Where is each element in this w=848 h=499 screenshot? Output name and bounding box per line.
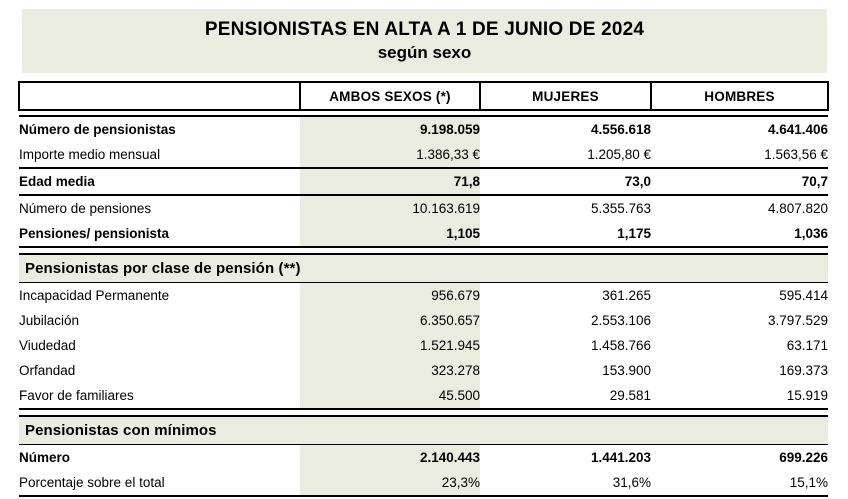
row-label: Porcentaje sobre el total <box>19 475 165 490</box>
cell-ambos: 2.140.443 <box>300 445 480 470</box>
cell-hombres: 4.641.406 <box>767 122 828 137</box>
rule-table-bottom <box>19 496 828 497</box>
table-header-row <box>19 82 828 110</box>
cell-ambos: 71,8 <box>300 169 480 195</box>
cell-ambos: 10.163.619 <box>300 196 480 221</box>
section-title: Pensionistas con mínimos <box>19 417 828 445</box>
cell-ambos: 1.521.945 <box>300 333 480 358</box>
table-row <box>19 142 828 168</box>
column-header-hombres: HOMBRES <box>651 82 828 110</box>
cell-hombres: 70,7 <box>801 174 828 189</box>
cell-ambos: 6.350.657 <box>300 308 480 333</box>
table-row <box>19 117 828 142</box>
row-label: Orfandad <box>19 363 76 378</box>
cell-ambos: 1,105 <box>300 221 480 247</box>
section-header-clase-de-pension <box>19 255 828 283</box>
row-label: Número de pensiones <box>19 201 152 216</box>
table-row <box>19 470 828 496</box>
cell-mujeres: 1.205,80 € <box>587 147 651 162</box>
section-title: Pensionistas por clase de pensión (**) <box>19 255 828 283</box>
cell-hombres: 15,1% <box>789 475 828 490</box>
cell-mujeres: 73,0 <box>624 174 651 189</box>
page-title: PENSIONISTAS EN ALTA A 1 DE JUNIO DE 2024 <box>204 18 645 40</box>
table-row <box>19 221 828 247</box>
row-label: Jubilación <box>19 313 80 328</box>
row-label: Edad media <box>19 174 95 189</box>
cell-hombres: 699.226 <box>779 450 828 465</box>
table-row <box>19 445 828 470</box>
row-label: Incapacidad Permanente <box>19 288 170 303</box>
row-label: Importe medio mensual <box>19 147 161 162</box>
table-row <box>19 358 828 383</box>
table-row <box>19 383 828 409</box>
cell-hombres: 595.414 <box>779 288 828 303</box>
cell-mujeres: 1.441.203 <box>590 450 651 465</box>
table-row <box>19 283 828 308</box>
cell-hombres: 3.797.529 <box>767 313 828 328</box>
cell-mujeres: 31,6% <box>612 475 651 490</box>
column-header-mujeres: MUJERES <box>480 82 651 110</box>
cell-mujeres: 153.900 <box>602 363 651 378</box>
table-row <box>19 169 828 195</box>
cell-ambos: 1.386,33 € <box>300 142 480 168</box>
cell-hombres: 63.171 <box>786 338 828 353</box>
row-label: Número de pensionistas <box>19 122 176 137</box>
table-row <box>19 333 828 358</box>
cell-ambos: 45.500 <box>300 383 480 409</box>
page-subtitle: según sexo <box>377 43 472 63</box>
cell-mujeres: 29.581 <box>609 388 651 403</box>
cell-mujeres: 5.355.763 <box>590 201 651 216</box>
cell-hombres: 1.563,56 € <box>764 147 828 162</box>
cell-mujeres: 1.458.766 <box>590 338 651 353</box>
cell-ambos: 23,3% <box>300 470 480 496</box>
pensions-table <box>18 81 829 497</box>
cell-mujeres: 4.556.618 <box>590 122 651 137</box>
section-header-con-minimos <box>19 417 828 445</box>
row-label: Viudedad <box>19 338 76 353</box>
cell-mujeres: 361.265 <box>602 288 651 303</box>
cell-hombres: 15.919 <box>786 388 828 403</box>
row-label: Pensiones/ pensionista <box>19 226 170 241</box>
table-row <box>19 308 828 333</box>
cell-hombres: 4.807.820 <box>767 201 828 216</box>
column-header-ambos-sexos: AMBOS SEXOS (*) <box>300 82 480 110</box>
cell-mujeres: 1,175 <box>617 226 651 241</box>
column-header-blank <box>19 82 300 110</box>
cell-ambos: 956.679 <box>300 283 480 308</box>
cell-hombres: 1,036 <box>794 226 828 241</box>
cell-ambos: 323.278 <box>300 358 480 383</box>
row-label: Favor de familiares <box>19 388 134 403</box>
cell-ambos: 9.198.059 <box>300 117 480 142</box>
cell-hombres: 169.373 <box>779 363 828 378</box>
table-row <box>19 196 828 221</box>
cell-mujeres: 2.553.106 <box>590 313 651 328</box>
row-label: Número <box>19 450 71 465</box>
pensions-table-wrapper <box>18 81 827 497</box>
report-title-band <box>22 9 827 73</box>
